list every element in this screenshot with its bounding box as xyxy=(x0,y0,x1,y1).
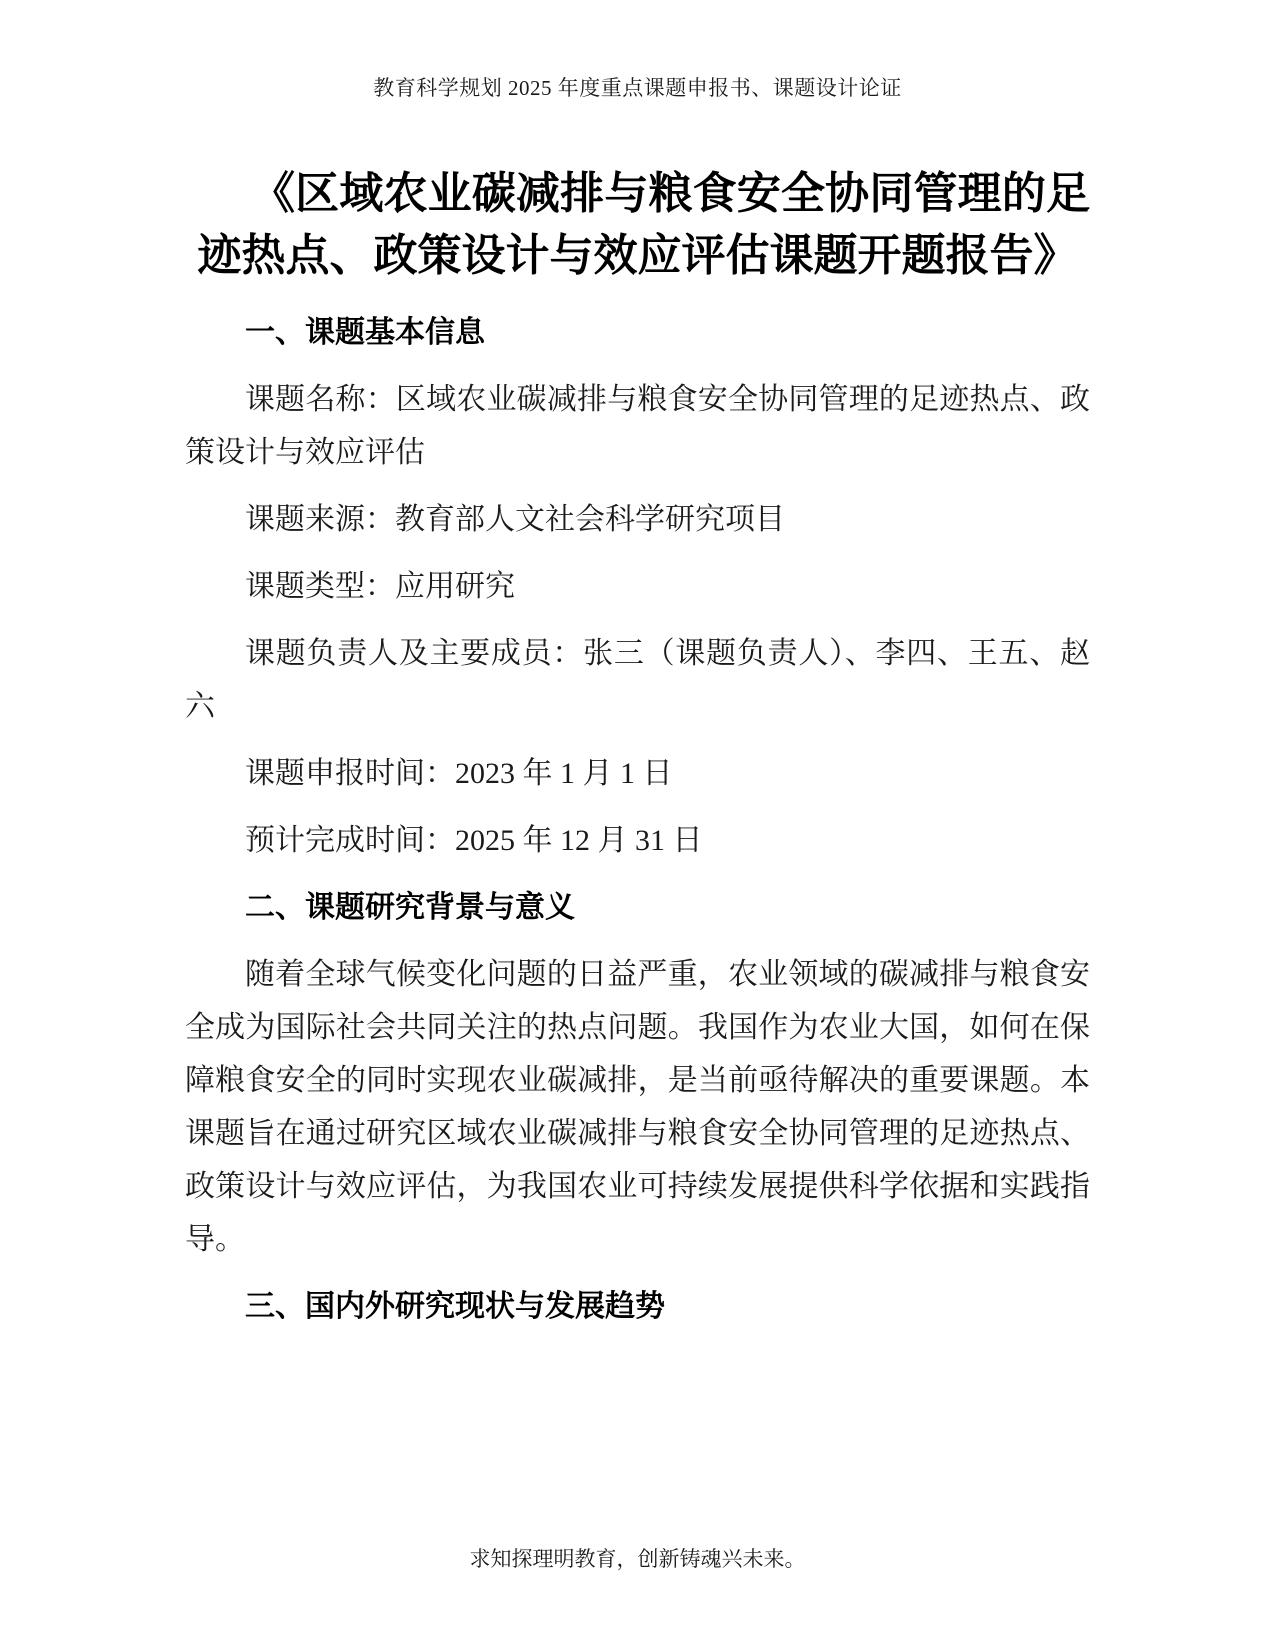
page-title: 《区域农业碳减排与粮食安全协同管理的足迹热点、政策设计与效应评估课题开题报告》 xyxy=(197,169,1090,280)
section-heading-basic-info: 一、课题基本信息 xyxy=(245,316,485,349)
paragraph-topic-name: 课题名称：区域农业碳减排与粮食安全协同管理的足迹热点、政策设计与效应评估 xyxy=(185,383,1090,469)
footer-slogan: 求知探理明教育，创新铸魂兴未来。 xyxy=(469,1547,806,1571)
document-header: 教育科学规划 2025 年度重点课题申报书、课题设计论证 xyxy=(373,76,902,100)
section-heading-background: 二、课题研究背景与意义 xyxy=(245,891,575,924)
document-body xyxy=(185,0,1090,1333)
paragraph-topic-members: 课题负责人及主要成员：张三（课题负责人）、李四、王五、赵六 xyxy=(185,637,1090,723)
paragraph-topic-type: 课题类型：应用研究 xyxy=(245,570,515,603)
paragraph-background: 随着全球气候变化问题的日益严重，农业领域的碳减排与粮食安全成为国际社会共同关注的热点问题。我国作为农业大国，如何在保障粮食安全的同时实现农业碳减排，是当前亟待解决的重要课题。本课题旨在通过研究区域农业碳减排与粮食安全协同管理的足迹热点、政策设计与效应评估，为我国农业可持续发展提供科学依据和实践指导。 xyxy=(185,958,1090,1256)
paragraph-apply-date: 课题申报时间：2023 年 1 月 1 日 xyxy=(245,757,673,790)
paragraph-finish-date: 预计完成时间：2025 年 12 月 31 日 xyxy=(245,824,703,857)
section-heading-research-status: 三、国内外研究现状与发展趋势 xyxy=(245,1290,665,1323)
paragraph-topic-source: 课题来源：教育部人文社会科学研究项目 xyxy=(245,503,785,536)
